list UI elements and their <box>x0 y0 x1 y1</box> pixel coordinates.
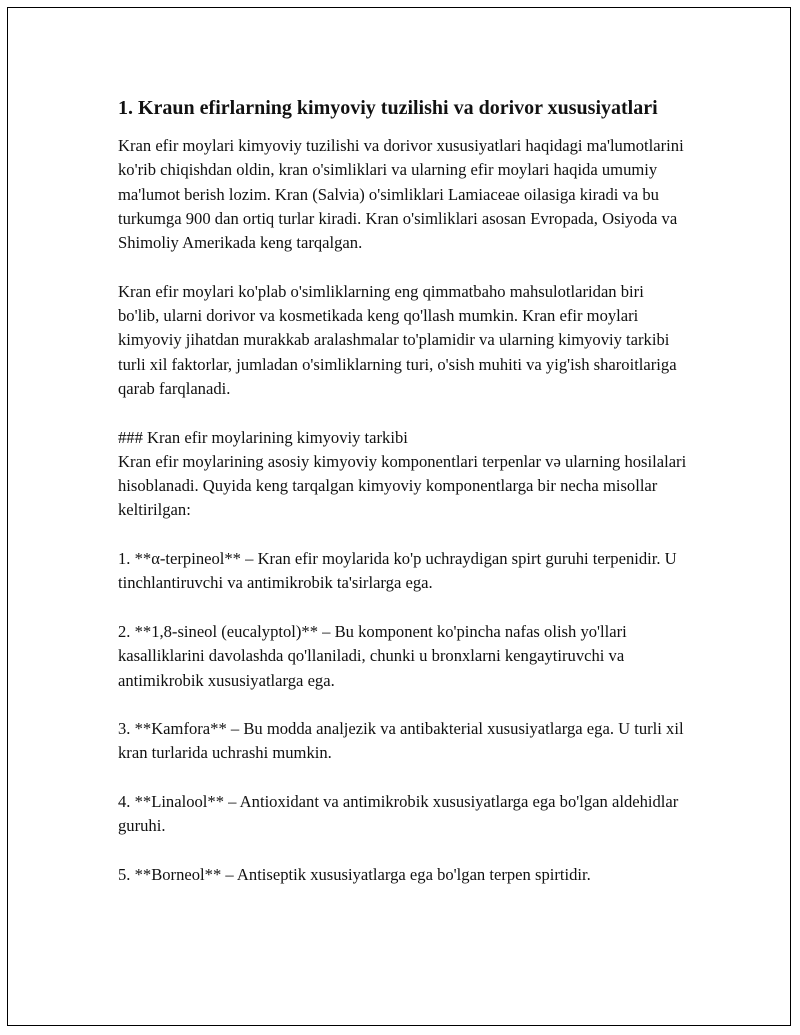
paragraph-components-intro: Kran efir moylarining asosiy kimyoviy komponentlari terpenlar və ularning hosilalari hisoblanadi. Quyida keng tarqalgan kimyoviy komponentlarga bir necha misollar keltirilgan: <box>118 451 687 520</box>
list-item: 5. **Borneol** – Antiseptik xususiyatlarga ega bo'lgan terpen spirtidir. <box>118 864 591 884</box>
list-item: 3. **Kamfora** – Bu modda analjezik va antibakterial xususiyatlarga ega. U turli xil kran turlarida uchrashi mumkin. <box>118 719 684 763</box>
list-item: 1. **α-terpineol** – Kran efir moylarida ko'p uchraydigan spirt guruhi terpenidir. U tinchlantiruvchi va antimikrobik ta'sirlarga ega. <box>118 549 677 593</box>
section-subheading: ### Kran efir moylarining kimyoviy tarkibi <box>118 427 408 447</box>
document-body <box>118 94 688 912</box>
list-item: 4. **Linalool** – Antioxidant va antimikrobik xususiyatlarga ega bo'lgan aldehidlar guruhi. <box>118 792 679 836</box>
list-item: 2. **1,8-sineol (eucalyptol)** – Bu komponent ko'pincha nafas olish yo'llari kasalliklarini davolashda qo'llaniladi, chunki u bronxlarni kengaytiruvchi va antimikrobik xususiyatlarga ega. <box>118 621 627 690</box>
paragraph-intro: Kran efir moylari kimyoviy tuzilishi va dorivor xususiyatlari haqidagi ma'lumotlarini ko'rib chiqishdan oldin, kran o'simliklari va ularning efir moylari haqida umumiy ma'lumot berish lozim. Kran (Salvia) o'simliklari Lamiaceae oilasiga kiradi va bu turkumga 900 dan ortiq turlar kiradi. Kran o'simliklari asosan Evropada, Osiyoda va Shimoliy Amerikada keng tarqalgan. <box>118 136 684 253</box>
document-title: 1. Kraun efirlarning kimyoviy tuzilishi va dorivor xususiyatlari <box>118 97 658 119</box>
paragraph-essential-oils: Kran efir moylari ko'plab o'simliklarning eng qimmatbaho mahsulotlaridan biri bo'lib, ularni dorivor va kosmetikada keng qo'llash mumkin. Kran efir moylari kimyoviy jihatdan murakkab aralashmalar to'plamidir va ularning kimyoviy tarkibi turli xil faktorlar, jumladan o'simliklarning turi, o'sish muhiti va yig'ish sharoitlariga qarab farqlanadi. <box>118 281 677 398</box>
